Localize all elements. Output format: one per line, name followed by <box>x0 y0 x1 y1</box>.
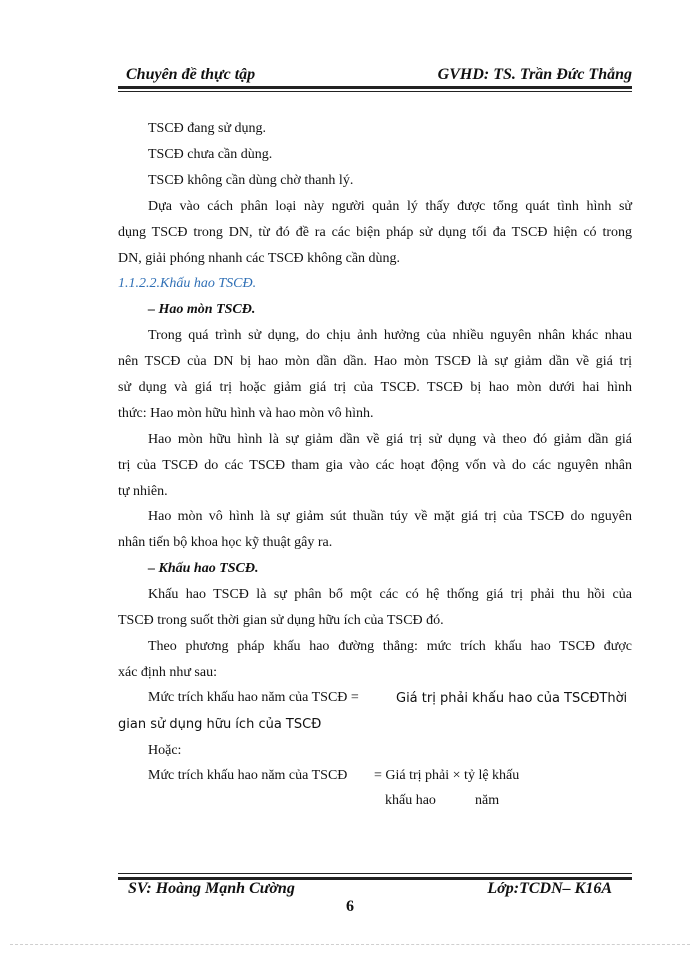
text-line: trị của TSCĐ do các TSCĐ tham gia vào các hoạt động vốn và do các nguyên nhân <box>118 458 632 473</box>
footer-rule-thin <box>118 873 632 874</box>
formula-continuation: gian sử dụng hữu ích của TSCĐ <box>118 717 322 732</box>
section-heading: 1.1.2.2.Khấu hao TSCĐ. <box>118 276 257 291</box>
text-line: nên TSCĐ của DN bị hao mòn dần dần. Hao mòn TSCĐ là sự giảm dần về giá trị <box>118 354 632 369</box>
footer-class: Lớp:TCDN– K16A <box>487 880 612 897</box>
footer-student: SV: Hoàng Mạnh Cường <box>128 880 295 897</box>
header-rule-thin <box>118 91 632 92</box>
text-line: Khấu hao TSCĐ là sự phân bổ một các có hệ thống giá trị phải thu hồi của <box>148 587 632 602</box>
text-line: Hoặc: <box>148 743 182 758</box>
formula2-right: = Giá trị phải × tỷ lệ khấu <box>374 768 520 783</box>
formula-left: Mức trích khấu hao năm của TSCĐ = <box>148 690 359 705</box>
text-line: Hao mòn vô hình là sự giảm sút thuần túy về mặt giá trị của TSCĐ do nguyên <box>148 509 632 524</box>
formula2-left: Mức trích khấu hao năm của TSCĐ <box>148 768 348 783</box>
header-left-title: Chuyên đề thực tập <box>126 66 256 83</box>
text-line: thức: Hao mòn hữu hình và hao mòn vô hình. <box>118 406 374 421</box>
text-line: nhân tiến bộ khoa học kỹ thuật gây ra. <box>118 535 333 550</box>
formula2-sub-right: năm <box>475 793 500 808</box>
text-line: TSCĐ đang sử dụng. <box>148 121 267 136</box>
page-number: 6 <box>346 898 354 915</box>
page-header <box>118 64 632 86</box>
page-break-divider <box>10 944 690 945</box>
text-line: dụng TSCĐ trong DN, từ đó đề ra các biện pháp sử dụng tối đa TSCĐ hiện có trong <box>118 225 632 240</box>
text-line: tự nhiên. <box>118 484 168 499</box>
text-line: Dựa vào cách phân loại này người quản lý thấy được tổng quát tình hình sử <box>148 199 632 214</box>
text-line: Hao mòn hữu hình là sự giảm dần về giá trị sử dụng và theo đó giảm dần giá <box>148 432 632 447</box>
header-right-supervisor: GVHD: TS. Trần Đức Thắng <box>437 66 632 83</box>
text-line: Trong quá trình sử dụng, do chịu ảnh hưởng của nhiều nguyên nhân khác nhau <box>148 328 632 343</box>
text-line: sử dụng và giá trị hoặc giảm giá trị của TSCĐ. TSCĐ bị hao mòn dưới hai hình <box>118 380 632 395</box>
text-line: TSCĐ trong suốt thời gian sử dụng hữu ích của TSCĐ đó. <box>118 613 444 628</box>
subheading-khau-hao: – Khấu hao TSCĐ. <box>148 561 259 576</box>
formula2-sub-left: khấu hao <box>385 793 436 808</box>
header-rule-thick <box>118 86 632 89</box>
text-line: TSCĐ chưa cần dùng. <box>148 147 273 162</box>
text-line: Theo phương pháp khấu hao đường thẳng: mức trích khấu hao TSCĐ được <box>148 639 632 654</box>
text-line: xác định như sau: <box>118 665 217 680</box>
formula-right: Giá trị phải khấu hao của TSCĐThời <box>396 691 628 706</box>
text-line: TSCĐ không cần dùng chờ thanh lý. <box>148 173 354 188</box>
subheading-hao-mon: – Hao mòn TSCĐ. <box>148 302 256 317</box>
text-line: DN, giải phóng nhanh các TSCĐ không cần dùng. <box>118 251 401 266</box>
